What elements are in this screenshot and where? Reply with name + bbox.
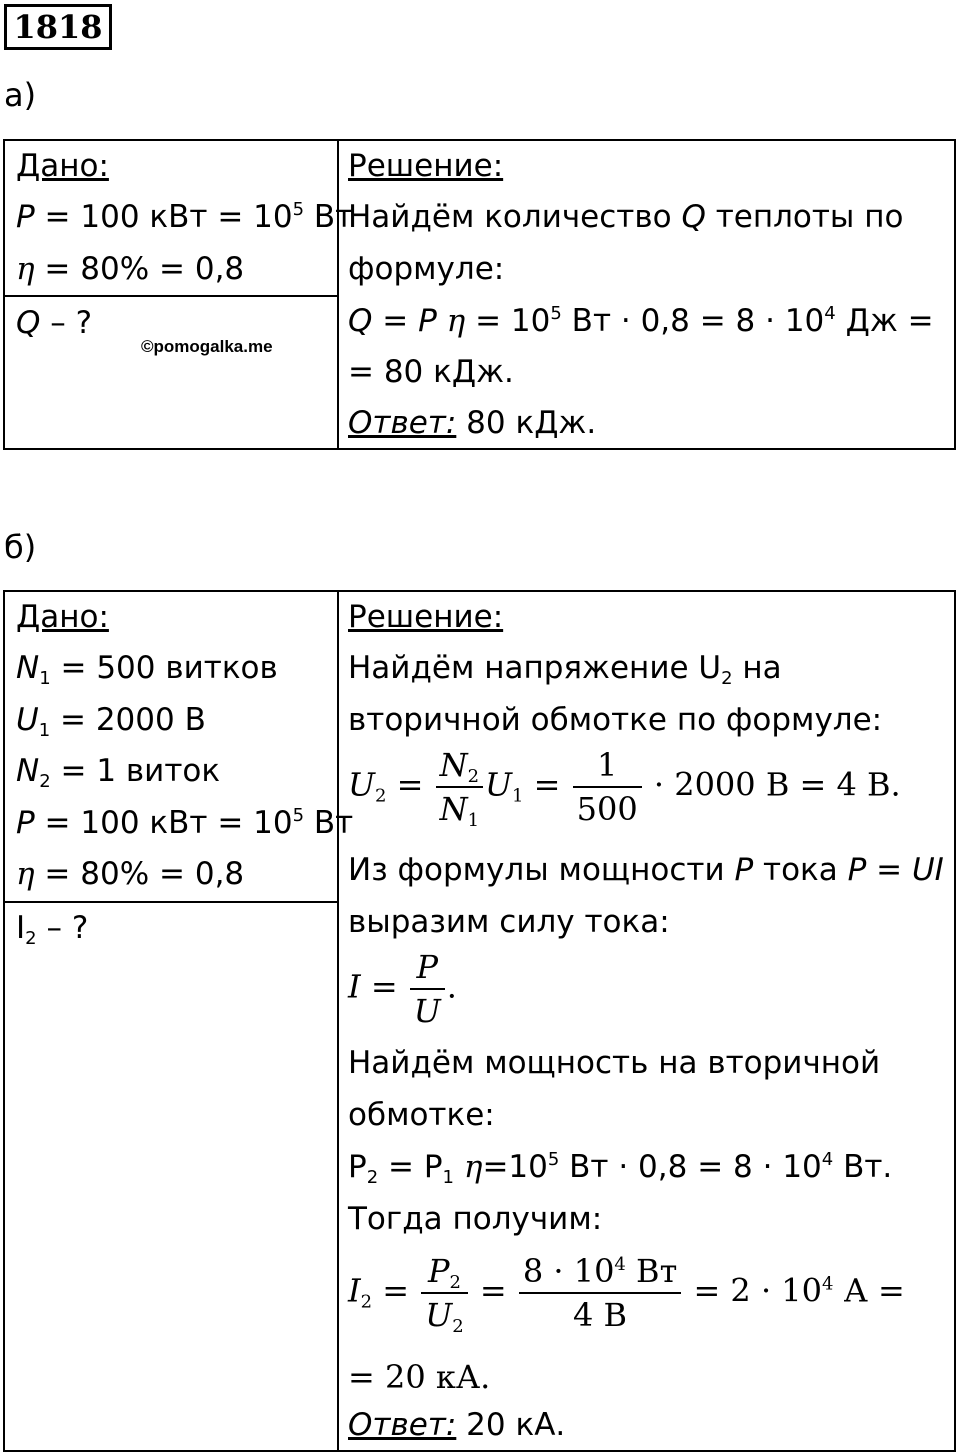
part-b-solution-line-8: обмотке: xyxy=(348,1097,495,1133)
part-a-solution-header: Решение: xyxy=(348,148,504,184)
part-b-given-n2: $N_2 = 1$ виток xyxy=(16,753,221,792)
part-b-solution-line-7: Найдём мощность на вторичной xyxy=(348,1045,881,1081)
part-a-given-separator xyxy=(5,295,337,297)
watermark: ©pomogalka.me xyxy=(141,337,273,356)
part-b-table xyxy=(3,590,956,1452)
part-a-answer: Ответ: 80 кДж. xyxy=(348,405,597,441)
part-b-solution-line-5: выразим силу тока: xyxy=(348,904,670,940)
part-b-given-n1: $N_1 = 500$ витков xyxy=(16,650,278,689)
part-b-solution-line-9: $P_2 = P_1$ $\eta=10^5$ Вт · $0,8 = 8 \cdot 10^4$ Вт. xyxy=(348,1149,893,1188)
part-b-solution-line-4: Из формулы мощности P тока P = UI xyxy=(348,852,944,888)
part-b-find: $I_2$ – ? xyxy=(16,910,89,949)
part-a-solution-line-1: Найдём количество Q теплоты по xyxy=(348,199,904,235)
part-a-solution-equation: Q = P $\eta = 10^5$ Вт · $0,8 = 8 \cdot 10^4$ Дж = xyxy=(348,303,934,339)
part-b-answer: Ответ: 20 кА. xyxy=(348,1407,566,1443)
part-a-solution-line-2: формуле: xyxy=(348,251,505,287)
problem-number: 1818 xyxy=(4,4,112,50)
part-a-solution-result: = 80 кДж. xyxy=(348,354,514,390)
voltage-formula: $U_2$ = $\frac{N_2}{N_1}$ $U_1$ = $\frac{1}{500}$ · 2000 В = 4 В. xyxy=(348,746,901,831)
part-b-given-efficiency: η = 80% = 0,8 xyxy=(16,856,245,892)
part-b-solution-line-1: Найдём напряжение $U_2$ на xyxy=(348,650,782,689)
part-b-solution-result: = 20 кА. xyxy=(348,1358,491,1396)
part-a-given-power: P = 100 кВт = $10^5$ Вт xyxy=(16,199,354,235)
part-b-solution-header: Решение: xyxy=(348,599,504,635)
part-b-label: б) xyxy=(4,528,37,566)
current-formula: I = $\frac{P}{U}$ . xyxy=(348,948,457,1030)
turns-ratio-fraction: $\frac{N_2}{N_1}$ xyxy=(436,746,483,828)
part-b-given-header: Дано: xyxy=(16,599,109,635)
final-current-formula: $I_2$ = $\frac{P_2}{U_2}$ = $\frac{8 \cdot 10^4 Вт}{4 В}$ = $2 \cdot 10^4$ А = xyxy=(348,1252,905,1337)
part-b-given-power: P = 100 кВт = $10^5$ Вт xyxy=(16,805,354,841)
part-b-given-separator xyxy=(5,901,337,903)
power-over-voltage-fraction: $\frac{P}{U}$ xyxy=(410,948,445,1030)
part-b-solution-line-10: Тогда получим: xyxy=(348,1201,603,1237)
part-b-solution-line-2: вторичной обмотке по формуле: xyxy=(348,702,883,738)
part-a-given-efficiency: η = 80% = 0,8 xyxy=(16,251,245,287)
part-a-given-header: Дано: xyxy=(16,148,109,184)
part-a-find: Q – ? xyxy=(16,305,93,341)
part-a-table xyxy=(3,139,956,450)
part-a-label: а) xyxy=(4,76,37,114)
part-b-given-u1: $U_1 = 2000$ В xyxy=(16,702,206,741)
p2-over-u2-fraction: $\frac{P_2}{U_2}$ xyxy=(421,1252,467,1334)
numeric-fraction: $\frac{8 \cdot 10^4 Вт}{4 В}$ xyxy=(519,1252,681,1334)
ratio-value-fraction: $\frac{1}{500}$ xyxy=(573,746,642,828)
